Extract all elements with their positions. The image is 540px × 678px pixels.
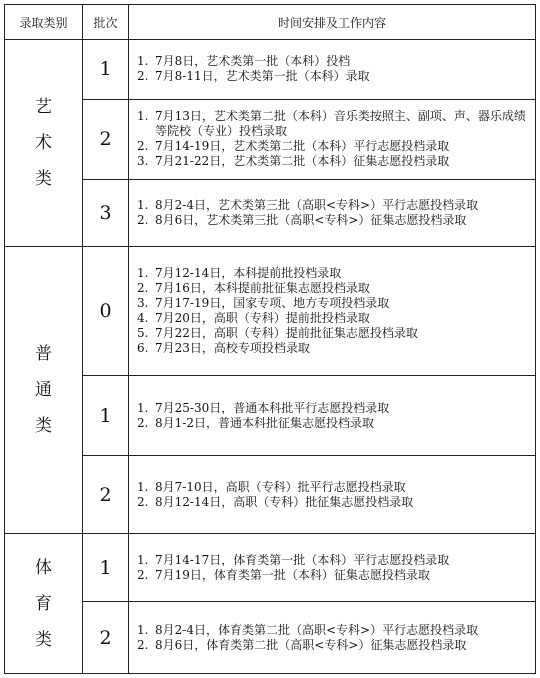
table-row: [5, 40, 536, 100]
list-item: [137, 416, 531, 431]
list-item: [137, 480, 531, 495]
table-body: [5, 40, 536, 674]
table-row: [5, 534, 536, 602]
item-text: 7月14-17日，体育类第一批（本科）平行志愿投档录取: [155, 552, 450, 567]
batch-cell: 2: [83, 456, 129, 534]
list-item: [137, 401, 531, 416]
admission-schedule-table: [4, 4, 536, 674]
schedule-cell: [129, 534, 536, 602]
item-number: 3.: [137, 296, 149, 311]
item-number: 1.: [137, 54, 149, 69]
item-number: 6.: [137, 341, 149, 356]
batch-cell: 0: [83, 247, 129, 376]
item-text: 8月7-10日，高职（专科）批平行志愿投档录取: [155, 479, 406, 494]
list-item: [137, 154, 531, 169]
category-char: 类: [35, 629, 52, 650]
list-item: [137, 296, 531, 311]
schedule-cell: [129, 602, 536, 674]
item-number: 1.: [137, 479, 149, 494]
item-number: 2.: [137, 494, 149, 509]
item-number: 1.: [137, 109, 149, 123]
category-char: 术: [35, 133, 52, 154]
item-text: 8月2-4日，艺术类第三批（高职<专科>）平行志愿投档录取: [155, 197, 479, 212]
header-schedule: 时间安排及工作内容: [129, 5, 536, 40]
list-item: [137, 341, 531, 356]
item-text: 7月19日，体育类第一批（本科）征集志愿投档录取: [155, 567, 430, 582]
item-text: 7月23日，高校专项投档录取: [155, 341, 310, 356]
schedule-cell: [129, 40, 536, 100]
item-text: 8月1-2日，普通本科批征集志愿投档录取: [155, 415, 374, 430]
table-row: [5, 99, 536, 179]
list-item: [137, 568, 531, 583]
category-char: 普: [35, 344, 52, 365]
header-row: [5, 5, 536, 40]
batch-cell: 2: [83, 602, 129, 674]
schedule-cell: [129, 247, 536, 376]
item-number: 4.: [137, 311, 149, 326]
list-item: [137, 326, 531, 341]
list-item: [137, 213, 531, 228]
item-text: 8月6日，艺术类第三批（高职<专科>）征集志愿投档录取: [155, 212, 467, 227]
header-batch: 批次: [83, 5, 129, 40]
list-item: [137, 281, 531, 296]
schedule-cell: [129, 376, 536, 456]
item-text: 7月20日，高职（专科）提前批投档录取: [155, 311, 370, 326]
item-text: 7月8日，艺术类第一批（本科）投档: [155, 54, 351, 69]
item-number: 2.: [137, 139, 149, 153]
batch-cell: 3: [83, 179, 129, 247]
item-text: 8月12-14日，高职（专科）批征集志愿投档录取: [155, 494, 414, 509]
header-category: 录取类别: [5, 5, 83, 40]
category-cell: [5, 247, 83, 534]
batch-cell: 1: [83, 534, 129, 602]
category-cell: [5, 40, 83, 247]
item-text: 7月17-19日，国家专项、地方专项投档录取: [155, 296, 390, 311]
batch-cell: 2: [83, 99, 129, 179]
item-number: 1.: [137, 197, 149, 212]
item-text: 7月12-14日，本科提前批投档录取: [155, 266, 342, 281]
batch-cell: 1: [83, 376, 129, 456]
category-char: 类: [35, 416, 52, 437]
list-item: [137, 266, 531, 281]
item-number: 2.: [137, 69, 149, 84]
item-text: 7月14-19日，艺术类第二批（本科）平行志愿投档录取: [155, 139, 450, 153]
list-item: [137, 553, 531, 568]
item-number: 1.: [137, 400, 149, 415]
list-item: [137, 198, 531, 213]
list-item: [137, 311, 531, 326]
list-item: [137, 69, 531, 84]
list-item: [137, 638, 531, 653]
list-item: [137, 109, 531, 139]
item-number: 5.: [137, 326, 149, 341]
item-text: 7月25-30日，普通本科批平行志愿投档录取: [155, 400, 390, 415]
item-number: 2.: [137, 637, 149, 652]
item-text: 8月6日，体育类第二批（高职<专科>）征集志愿投档录取: [155, 637, 467, 652]
schedule-cell: [129, 179, 536, 247]
list-item: [137, 139, 531, 154]
table-row: [5, 247, 536, 376]
item-number: 3.: [137, 154, 149, 168]
item-text: 7月21-22日，艺术类第二批（本科）征集志愿投档录取: [155, 154, 450, 168]
item-number: 1.: [137, 622, 149, 637]
list-item: [137, 495, 531, 510]
category-cell: [5, 534, 83, 674]
list-item: [137, 623, 531, 638]
table-row: [5, 456, 536, 534]
item-number: 2.: [137, 212, 149, 227]
category-char: 类: [35, 169, 52, 190]
item-text: 7月16日，本科提前批征集志愿投档录取: [155, 281, 370, 296]
item-number: 1.: [137, 552, 149, 567]
schedule-cell: [129, 99, 536, 179]
item-text: 7月22日，高职（专科）提前批征集志愿投档录取: [155, 326, 418, 341]
item-number: 2.: [137, 567, 149, 582]
item-number: 2.: [137, 415, 149, 430]
category-char: 艺: [35, 97, 52, 118]
item-number: 1.: [137, 266, 149, 281]
table-row: [5, 179, 536, 247]
category-char: 体: [35, 557, 52, 578]
schedule-cell: [129, 456, 536, 534]
item-text: 8月2-4日，体育类第二批（高职<专科>）平行志愿投档录取: [155, 622, 479, 637]
item-text: 7月8-11日，艺术类第一批（本科）录取: [155, 69, 370, 84]
category-char: 育: [35, 593, 52, 614]
category-char: 通: [35, 380, 52, 401]
list-item: [137, 54, 531, 69]
item-number: 2.: [137, 281, 149, 296]
table-row: [5, 602, 536, 674]
batch-cell: 1: [83, 40, 129, 100]
table-row: [5, 376, 536, 456]
item-text: 7月13日，艺术类第二批（本科）音乐类按照主、副项、声、器乐成绩等院校（专业）投档录取: [155, 109, 526, 138]
